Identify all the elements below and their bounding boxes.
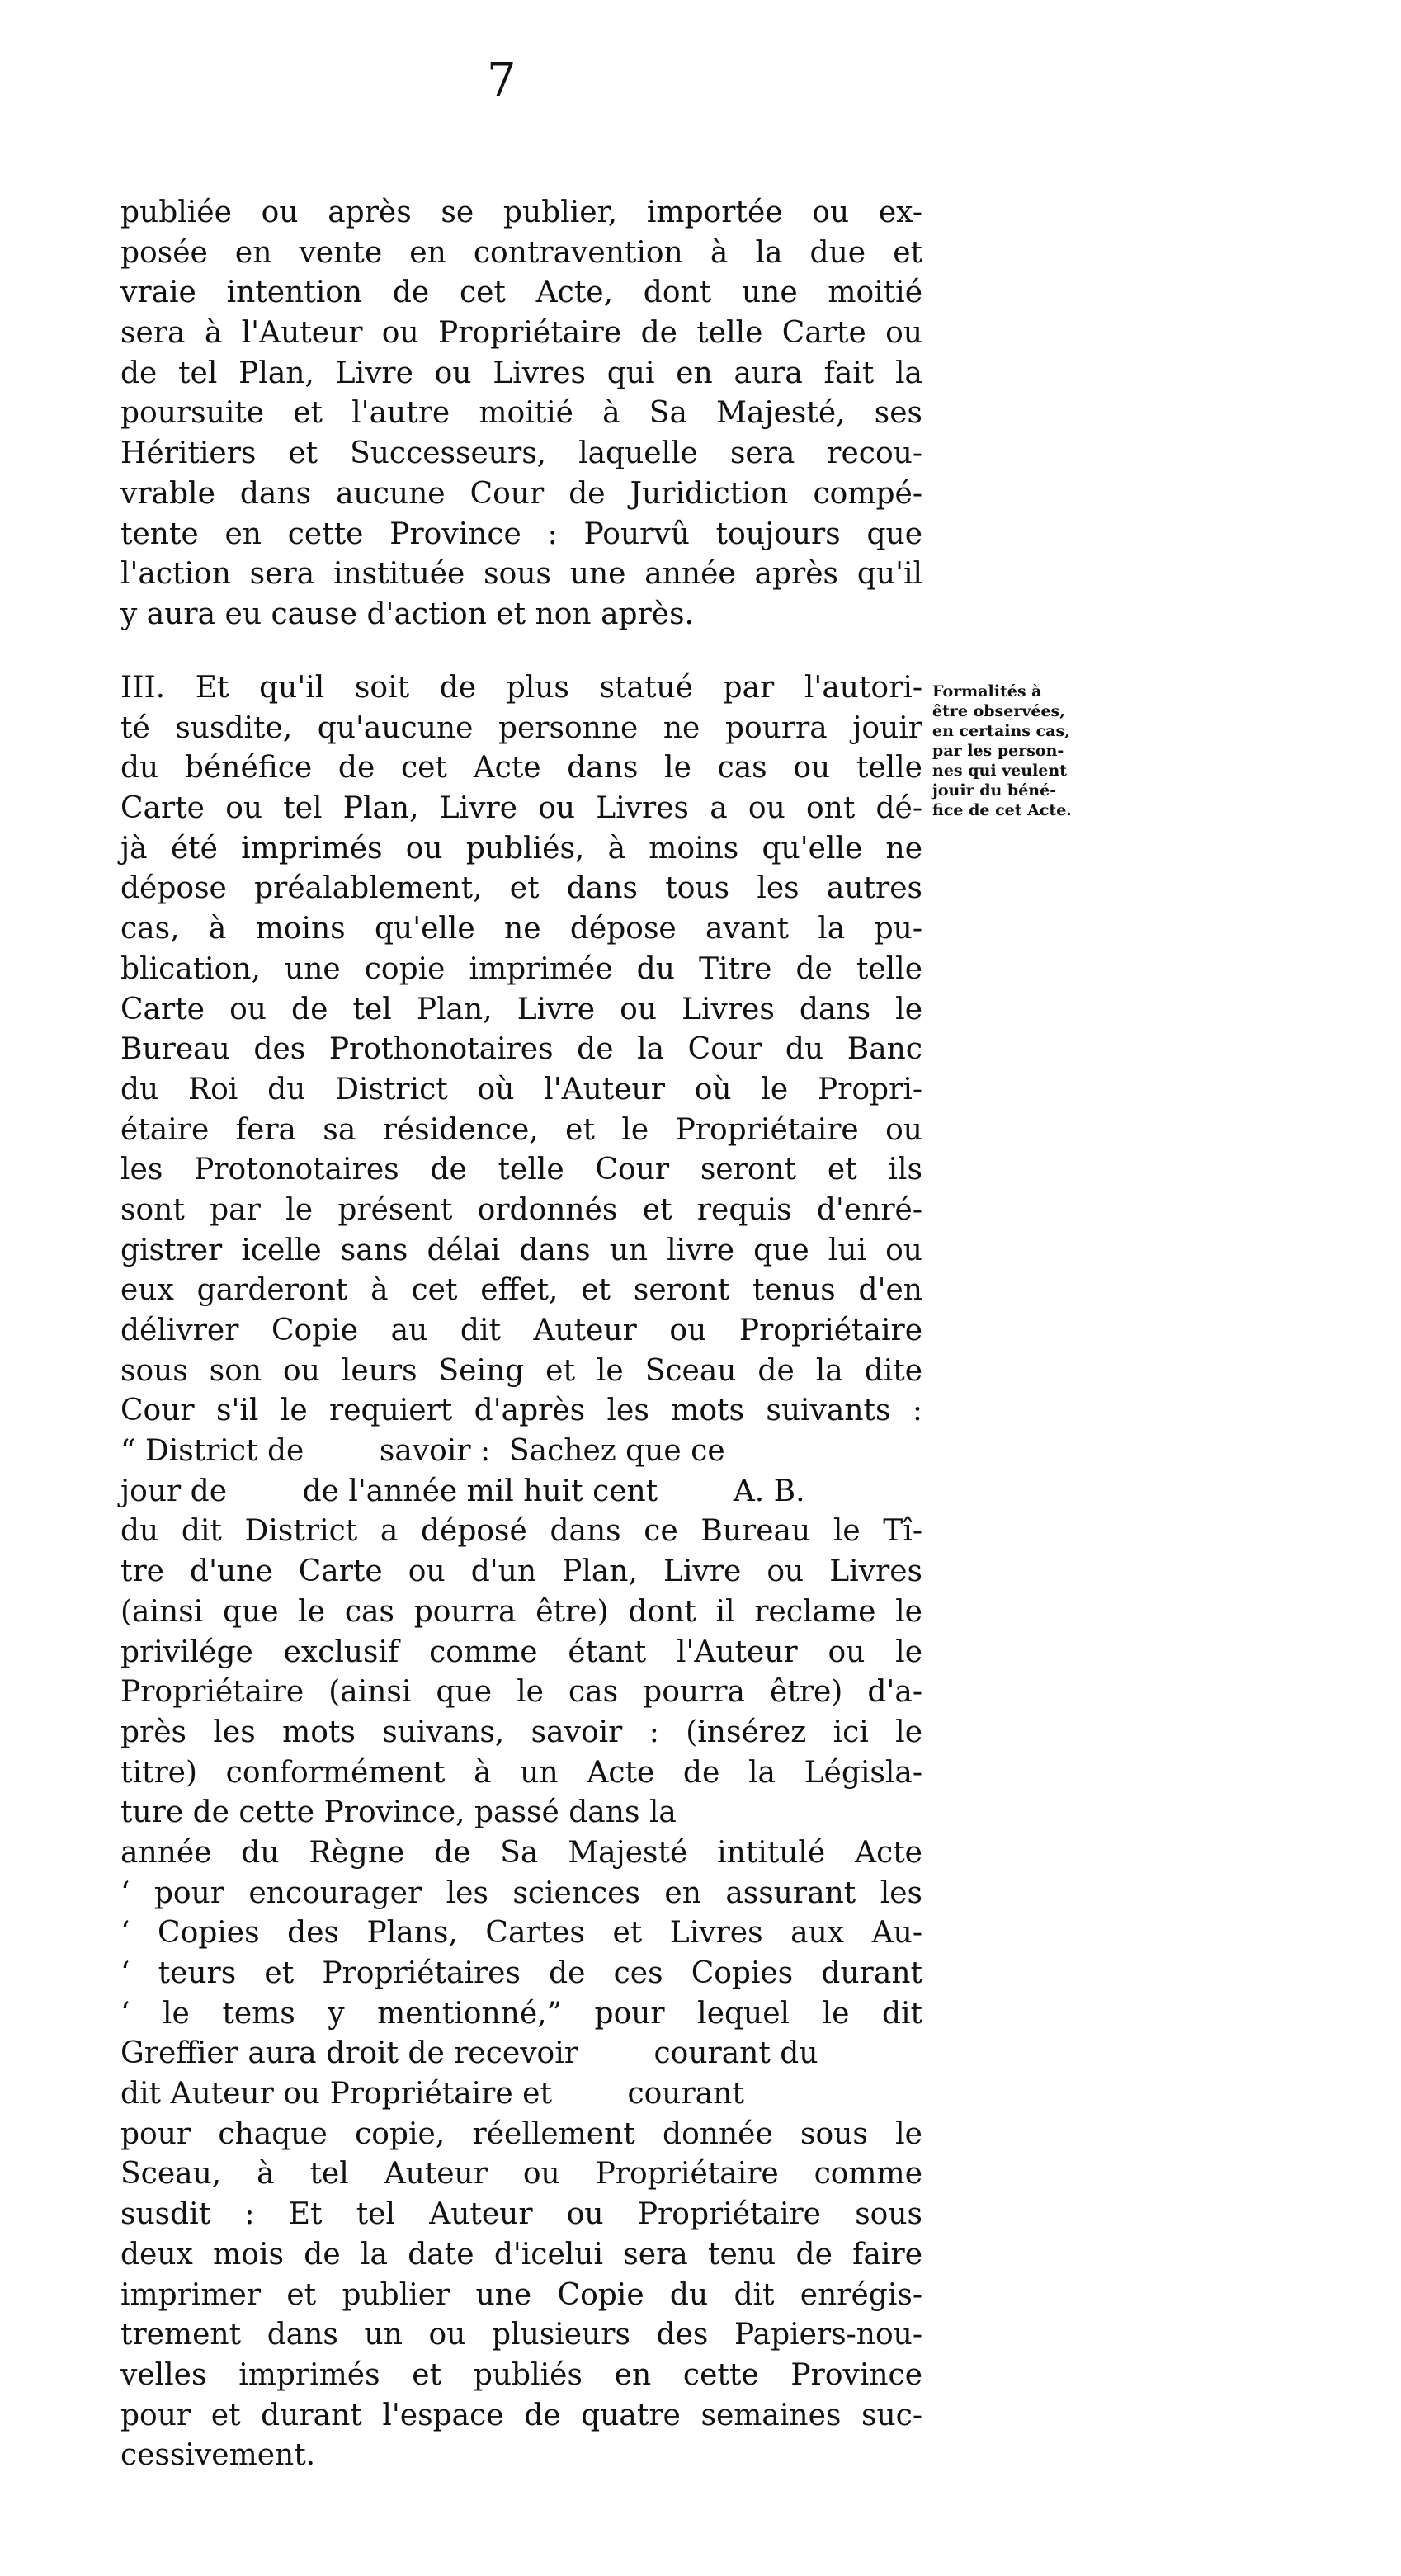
margin-note-line: Formalités à [932, 682, 1042, 701]
text-line: poursuite et l'autre moitié à Sa Majesté, ses [120, 396, 922, 431]
text-line: délivrer Copie au dit Auteur ou Propriétaire [120, 1314, 922, 1347]
text-line: l'action sera instituée sous une année après qu'il [120, 557, 922, 592]
text-line: pour et durant l'espace de quatre semaines suc- [120, 2398, 922, 2432]
text-line: jà été imprimés ou publiés, à moins qu'elle ne [120, 831, 922, 866]
text-line: tente en cette Province : Pourvû toujours que [120, 517, 922, 551]
text-line: Greffier aura droit de recevoir courant du [120, 2036, 818, 2071]
paragraph-2-section-iii [120, 668, 922, 2476]
text-line: Héritiers et Successeurs, laquelle sera recou- [120, 436, 922, 471]
text-line: étaire fera sa résidence, et le Propriétaire ou [120, 1112, 922, 1147]
text-line: III. Et qu'il soit de plus statué par l'autori- [120, 671, 922, 705]
text-line: du bénéfice de cet Acte dans le cas ou telle [120, 751, 922, 786]
text-line: jour de de l'année mil huit cent A. B. [120, 1474, 805, 1508]
margin-note-line: jouir du béné- [932, 781, 1057, 800]
text-line: dépose préalablement, et dans tous les autres [120, 871, 922, 906]
margin-note-line: par les person- [932, 742, 1064, 760]
text-line: posée en vente en contravention à la due et [120, 235, 922, 270]
text-line: privilége exclusif comme étant l'Auteur ou le [120, 1635, 922, 1669]
text-line: té susdite, qu'aucune personne ne pourra jouir [120, 710, 922, 745]
text-line: ‘ le tems y mentionné,” pour lequel le dit [120, 1996, 922, 2031]
text-line: gistrer icelle sans délai dans un livre que lui ou [120, 1233, 922, 1267]
text-line: tre d'une Carte ou d'un Plan, Livre ou Livres [120, 1555, 922, 1589]
text-line: y aura eu cause d'action et non après. [120, 597, 695, 631]
text-line: les Protonotaires de telle Cour seront et ils [120, 1153, 922, 1187]
text-line: publiée ou après se publier, importée ou ex- [120, 196, 922, 229]
text-line: velles imprimés et publiés en cette Province [120, 2357, 922, 2392]
margin-note-line: nes qui veulent [932, 762, 1067, 780]
text-line: Sceau, à tel Auteur ou Propriétaire comme [120, 2157, 922, 2191]
text-line: Carte ou tel Plan, Livre ou Livres a ou ont dé- [120, 791, 922, 826]
text-line: Propriétaire (ainsi que le cas pourra être) d'a- [120, 1675, 922, 1710]
text-line: sous son ou leurs Seing et le Sceau de la dite [120, 1353, 922, 1388]
text-line: près les mots suivans, savoir : (insérez ici le [120, 1715, 922, 1749]
text-line: Carte ou de tel Plan, Livre ou Livres dans le [120, 992, 922, 1026]
page-number: 7 [487, 54, 517, 107]
text-line: ture de cette Province, passé dans la [120, 1795, 677, 1830]
text-line: ‘ Copies des Plans, Cartes et Livres aux Au- [120, 1916, 922, 1951]
text-line: vraie intention de cet Acte, dont une moitié [120, 276, 922, 310]
text-line: sera à l'Auteur ou Propriétaire de telle Carte ou [120, 316, 922, 351]
text-line: “ District de savoir : Sachez que ce [120, 1434, 725, 1469]
text-line: trement dans un ou plusieurs des Papiers-nou- [120, 2318, 922, 2352]
margin-note-line: être observées, [932, 702, 1065, 720]
text-line: dit Auteur ou Propriétaire et courant [120, 2077, 744, 2111]
text-line: cessivement. [120, 2438, 316, 2473]
paragraph-1 [120, 193, 922, 635]
text-line: année du Règne de Sa Majesté intitulé Acte [120, 1835, 922, 1870]
margin-note-line: fice de cet Acte. [932, 801, 1072, 819]
text-line: pour chaque copie, réellement donnée sous le [120, 2116, 922, 2151]
text-line: vrable dans aucune Cour de Juridiction compé- [120, 476, 922, 511]
text-line: du Roi du District où l'Auteur où le Propri- [120, 1072, 922, 1106]
text-line: susdit : Et tel Auteur ou Propriétaire sous [120, 2197, 922, 2232]
margin-note-line: en certains cas, [932, 722, 1070, 740]
text-line: ‘ teurs et Propriétaires de ces Copies durant [120, 1956, 922, 1990]
text-line: sont par le présent ordonnés et requis d'enré- [120, 1192, 922, 1227]
text-line: blication, une copie imprimée du Titre de telle [120, 951, 922, 986]
text-line: de tel Plan, Livre ou Livres qui en aura fait la [120, 356, 922, 390]
text-line: du dit District a déposé dans ce Bureau le Tî- [120, 1514, 922, 1549]
text-line: imprimer et publier une Copie du dit enrégis- [120, 2277, 922, 2312]
text-line: ‘ pour encourager les sciences en assurant les [120, 1875, 922, 1910]
text-line: eux garderont à cet effet, et seront tenus d'en [120, 1273, 922, 1308]
text-line: deux mois de la date d'icelui sera tenu de faire [120, 2237, 922, 2272]
text-line: Cour s'il le requiert d'après les mots suivants : [120, 1394, 922, 1428]
margin-note [932, 682, 1114, 820]
text-line: Bureau des Prothonotaires de la Cour du Banc [120, 1032, 922, 1067]
text-line: titre) conformément à un Acte de la Législa- [120, 1755, 922, 1790]
text-line: (ainsi que le cas pourra être) dont il reclame le [120, 1594, 922, 1629]
text-line: cas, à moins qu'elle ne dépose avant la pu- [120, 912, 922, 946]
